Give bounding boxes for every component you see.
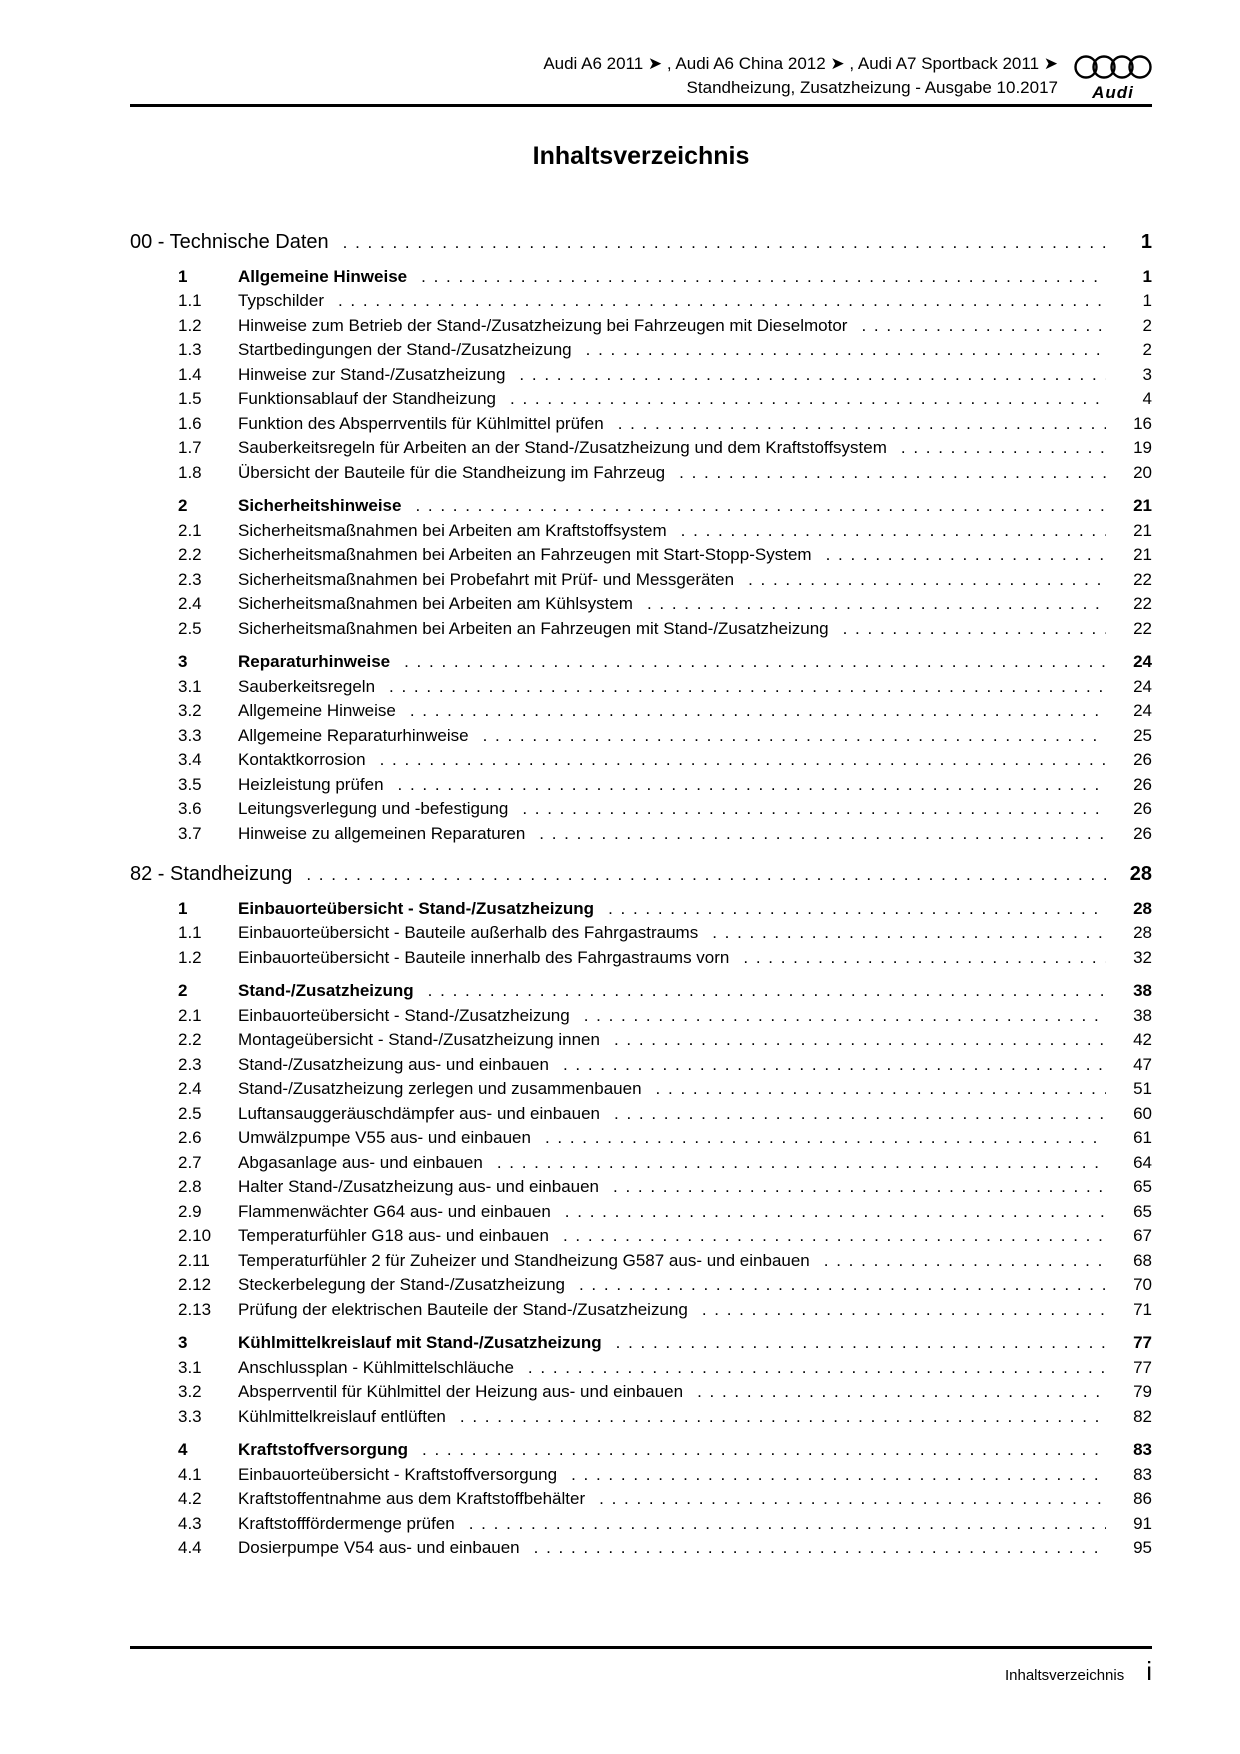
toc-entry-title: Allgemeine Hinweise <box>238 266 408 286</box>
toc-entry-page: 21 <box>1133 520 1152 540</box>
dot-leader <box>647 592 1106 617</box>
toc-entry-number: 3.2 <box>178 1382 202 1401</box>
toc-entry-page: 22 <box>1133 569 1152 589</box>
toc-entry-number: 3.5 <box>178 774 202 794</box>
page-title: Inhaltsverzeichnis <box>532 142 750 170</box>
dot-leader <box>404 650 1106 675</box>
toc-entry-page: 86 <box>1133 1489 1152 1508</box>
toc-entry-page: 83 <box>1133 1464 1152 1484</box>
toc-entry-number: 2 <box>178 981 188 1000</box>
toc-entry-title: Stand-/Zusatzheizung <box>238 981 414 1000</box>
dot-leader <box>679 461 1106 486</box>
toc-entry-title: Typschilder <box>238 291 324 310</box>
toc-entry-title: Sicherheitsmaßnahmen bei Arbeiten am Kraftstoffsystem <box>238 520 667 540</box>
toc-entry-row <box>130 1405 1152 1430</box>
toc-entry-row <box>130 1175 1152 1200</box>
toc-entry-number: 1.6 <box>178 413 202 433</box>
dot-leader <box>748 568 1106 593</box>
toc-entry-title: Dosierpumpe V54 aus- und einbauen <box>238 1538 520 1557</box>
dot-leader <box>586 338 1106 363</box>
toc-entry-title: Funktion des Absperrventils für Kühlmittel prüfen <box>238 413 604 433</box>
dot-leader <box>681 519 1106 544</box>
toc-entry-title: Sicherheitsmaßnahmen bei Arbeiten an Fahrzeugen mit Stand-/Zusatzheizung <box>238 618 829 638</box>
toc-entry-number: 3.1 <box>178 676 202 696</box>
toc-entry-row <box>130 1380 1152 1405</box>
toc-entry-page: 24 <box>1133 701 1152 720</box>
toc-entry-page: 60 <box>1133 1103 1152 1123</box>
toc-entry-title: Abgasanlage aus- und einbauen <box>238 1152 483 1172</box>
toc-entry-row <box>130 568 1152 593</box>
audi-logo <box>1074 54 1152 103</box>
audi-logo-text: Audi <box>1092 83 1134 102</box>
toc-entry-row <box>130 1298 1152 1323</box>
dot-leader <box>843 617 1106 642</box>
toc-chapter-label: 82 - Standheizung <box>130 863 293 885</box>
dot-leader <box>563 1053 1106 1078</box>
toc-entry-number: 2.10 <box>178 1226 212 1245</box>
dot-leader <box>697 1380 1106 1405</box>
dot-leader <box>522 797 1106 822</box>
toc-entry-page: 28 <box>1133 898 1152 918</box>
dot-leader <box>421 265 1106 290</box>
dot-leader <box>528 1356 1106 1381</box>
toc-entry-page: 47 <box>1133 1054 1152 1074</box>
dot-leader <box>614 1102 1106 1127</box>
toc-entry-row <box>130 617 1152 642</box>
toc-entry-number: 2.6 <box>178 1128 202 1147</box>
toc-entry-number: 1.1 <box>178 291 202 310</box>
toc-entry-page: 65 <box>1133 1201 1152 1221</box>
toc-entry-number: 2.4 <box>178 594 202 613</box>
toc-entry-page: 2 <box>1142 340 1152 359</box>
dot-leader <box>579 1273 1106 1298</box>
toc-entry-page: 26 <box>1133 774 1152 794</box>
dot-leader <box>565 1200 1106 1225</box>
toc-entry-title: Stand-/Zusatzheizung aus- und einbauen <box>238 1054 549 1074</box>
toc-entry-page: 1 <box>1142 291 1152 310</box>
toc-entry-page: 71 <box>1133 1299 1152 1319</box>
header-text <box>543 52 1058 100</box>
toc-entry-number: 2.12 <box>178 1275 212 1294</box>
toc-entry-row <box>130 461 1152 486</box>
dot-leader <box>614 1028 1106 1053</box>
toc-entry-row <box>130 1536 1152 1561</box>
dot-leader <box>743 946 1106 971</box>
toc-entry-row <box>130 289 1152 314</box>
toc-entry-number: 1.7 <box>178 438 202 457</box>
toc-entry-title: Hinweise zu allgemeinen Reparaturen <box>238 823 526 843</box>
toc-entry-page: 21 <box>1133 496 1152 515</box>
toc-entry-title: Montageübersicht - Stand-/Zusatzheizung innen <box>238 1030 600 1049</box>
toc-entry-title: Kraftstoffversorgung <box>238 1440 409 1459</box>
toc-entry-page: 61 <box>1133 1128 1152 1147</box>
toc-entry-page: 38 <box>1133 1005 1152 1025</box>
toc-entry-number: 1 <box>178 266 188 286</box>
dot-leader <box>519 363 1106 388</box>
toc-entry-title: Kontaktkorrosion <box>238 750 366 769</box>
dot-leader <box>824 1249 1106 1274</box>
header-models-line: Audi A6 2011 ➤ , Audi A6 China 2012 ➤ , Audi A7 Sportback 2011 ➤ <box>543 54 1058 73</box>
toc-entry-title: Kraftstofffördermenge prüfen <box>238 1513 455 1533</box>
toc-section-row <box>130 494 1152 519</box>
toc-entry-page: 21 <box>1133 545 1152 564</box>
toc-section-row <box>130 1438 1152 1463</box>
toc-entry-number: 3.4 <box>178 750 202 769</box>
toc-entry-number: 2.13 <box>178 1299 212 1319</box>
dot-leader <box>428 979 1106 1004</box>
toc-entry-title: Einbauorteübersicht - Bauteile außerhalb des Fahrgastraums <box>238 923 699 942</box>
toc-entry-row <box>130 436 1152 461</box>
toc-entry-number: 4 <box>178 1440 188 1459</box>
toc-entry-number: 1.4 <box>178 364 202 384</box>
toc-entry-row <box>130 1487 1152 1512</box>
toc-entry-title: Flammenwächter G64 aus- und einbauen <box>238 1201 551 1221</box>
table-of-contents <box>130 214 1152 1561</box>
dot-leader <box>563 1224 1106 1249</box>
toc-entry-number: 1.5 <box>178 389 202 408</box>
toc-entry-page: 22 <box>1133 618 1152 638</box>
toc-entry-number: 2.3 <box>178 569 202 589</box>
toc-entry-row <box>130 946 1152 971</box>
toc-entry-number: 1.2 <box>178 315 202 335</box>
toc-entry-page: 2 <box>1142 315 1152 335</box>
dot-leader <box>398 773 1106 798</box>
toc-entry-row <box>130 1273 1152 1298</box>
toc-entry-row <box>130 1028 1152 1053</box>
toc-entry-row <box>130 1004 1152 1029</box>
toc-entry-title: Einbauorteübersicht - Bauteile innerhalb des Fahrgastraums vorn <box>238 947 730 967</box>
toc-entry-title: Sicherheitsmaßnahmen bei Probefahrt mit Prüf- und Messgeräten <box>238 569 735 589</box>
toc-entry-number: 1.1 <box>178 923 202 942</box>
toc-entry-row <box>130 1356 1152 1381</box>
toc-entry-page: 26 <box>1133 750 1152 769</box>
dot-leader <box>613 1175 1106 1200</box>
toc-entry-number: 2.1 <box>178 1005 202 1025</box>
toc-section-row <box>130 1331 1152 1356</box>
toc-entry-title: Leitungsverlegung und -befestigung <box>238 799 509 818</box>
dot-leader <box>510 387 1106 412</box>
toc-entry-title: Allgemeine Hinweise <box>238 701 396 720</box>
toc-entry-number: 3.3 <box>178 725 202 745</box>
dot-leader <box>497 1151 1106 1176</box>
toc-entry-row <box>130 1151 1152 1176</box>
toc-entry-row <box>130 675 1152 700</box>
toc-section-row <box>130 265 1152 290</box>
toc-entry-page: 95 <box>1133 1538 1152 1557</box>
toc-entry-row <box>130 592 1152 617</box>
dot-leader <box>422 1438 1106 1463</box>
dot-leader <box>380 748 1106 773</box>
toc-entry-page: 19 <box>1133 438 1152 457</box>
dot-leader <box>826 543 1106 568</box>
toc-entry-title: Einbauorteübersicht - Kraftstoffversorgung <box>238 1464 558 1484</box>
audi-rings-icon <box>1074 54 1152 82</box>
toc-entry-title: Anschlussplan - Kühlmittelschläuche <box>238 1357 514 1377</box>
toc-entry-page: 25 <box>1133 725 1152 745</box>
toc-entry-row <box>130 543 1152 568</box>
toc-entry-page: 16 <box>1133 413 1152 433</box>
toc-entry-title: Einbauorteübersicht - Stand-/Zusatzheizung <box>238 1005 570 1025</box>
toc-entry-page: 64 <box>1133 1152 1152 1172</box>
toc-entry-page: 1 <box>1142 266 1152 286</box>
header-subtitle-line: Standheizung, Zusatzheizung - Ausgabe 10.2017 <box>686 78 1058 97</box>
toc-entry-row <box>130 363 1152 388</box>
toc-entry-title: Stand-/Zusatzheizung zerlegen und zusammenbauen <box>238 1079 642 1098</box>
toc-entry-title: Einbauorteübersicht - Stand-/Zusatzheizung <box>238 898 595 918</box>
toc-entry-page: 24 <box>1133 652 1152 671</box>
toc-entry-title: Sicherheitsmaßnahmen bei Arbeiten am Kühlsystem <box>238 594 633 613</box>
toc-entry-title: Kühlmittelkreislauf entlüften <box>238 1406 446 1426</box>
toc-entry-title: Absperrventil für Kühlmittel der Heizung aus- und einbauen <box>238 1382 684 1401</box>
toc-entry-page: 26 <box>1133 823 1152 843</box>
toc-entry-number: 2.5 <box>178 1103 202 1123</box>
toc-entry-number: 3.7 <box>178 823 202 843</box>
toc-entry-title: Allgemeine Reparaturhinweise <box>238 725 469 745</box>
toc-entry-page: 26 <box>1133 799 1152 818</box>
toc-entry-row <box>130 1126 1152 1151</box>
toc-entry-number: 3 <box>178 1333 188 1352</box>
toc-section-row <box>130 650 1152 675</box>
toc-entry-row <box>130 1249 1152 1274</box>
toc-entry-page: 20 <box>1133 462 1152 482</box>
toc-entry-page: 51 <box>1133 1079 1152 1098</box>
toc-entry-page: 4 <box>1142 389 1152 408</box>
footer-label: Inhaltsverzeichnis <box>1004 1667 1125 1684</box>
toc-entry-number: 3.3 <box>178 1406 202 1426</box>
toc-entry-number: 1.3 <box>178 340 202 359</box>
toc-entry-number: 3.2 <box>178 701 202 720</box>
dot-leader <box>901 436 1106 461</box>
toc-chapter-page: 28 <box>1129 863 1152 885</box>
toc-entry-title: Startbedingungen der Stand-/Zusatzheizung <box>238 340 572 359</box>
toc-entry-number: 3 <box>178 652 188 671</box>
dot-leader <box>584 1004 1106 1029</box>
toc-entry-row <box>130 921 1152 946</box>
toc-entry-row <box>130 1224 1152 1249</box>
toc-entry-title: Sicherheitshinweise <box>238 496 402 515</box>
toc-entry-number: 2.9 <box>178 1201 202 1221</box>
toc-entry-number: 2.2 <box>178 545 202 564</box>
toc-entry-number: 2.3 <box>178 1054 202 1074</box>
toc-entry-page: 28 <box>1133 923 1152 942</box>
toc-chapter-row <box>130 231 1152 256</box>
toc-entry-number: 4.3 <box>178 1513 202 1533</box>
toc-entry-page: 67 <box>1133 1226 1152 1245</box>
toc-entry-number: 2.2 <box>178 1030 202 1049</box>
toc-entry-row <box>130 338 1152 363</box>
toc-entry-number: 1.8 <box>178 462 202 482</box>
toc-entry-number: 4.1 <box>178 1464 202 1484</box>
toc-entry-row <box>130 1463 1152 1488</box>
toc-entry-page: 77 <box>1133 1357 1152 1377</box>
toc-entry-page: 24 <box>1133 676 1152 696</box>
toc-entry-title: Übersicht der Bauteile für die Standheizung im Fahrzeug <box>238 462 666 482</box>
toc-entry-number: 4.4 <box>178 1538 202 1557</box>
header-rule <box>130 104 1152 107</box>
toc-entry-page: 32 <box>1133 947 1152 967</box>
dot-leader <box>608 897 1106 922</box>
dot-leader <box>460 1405 1106 1430</box>
toc-entry-title: Umwälzpumpe V55 aus- und einbauen <box>238 1128 531 1147</box>
toc-entry-title: Steckerbelegung der Stand-/Zusatzheizung <box>238 1275 565 1294</box>
toc-entry-row <box>130 724 1152 749</box>
toc-entry-page: 68 <box>1133 1250 1152 1270</box>
footer-page-number: i <box>1146 1656 1152 1686</box>
toc-entry-title: Kraftstoffentnahme aus dem Kraftstoffbehälter <box>238 1489 586 1508</box>
dot-leader <box>483 724 1106 749</box>
toc-entry-number: 2.1 <box>178 520 202 540</box>
toc-entry-title: Prüfung der elektrischen Bauteile der Stand-/Zusatzheizung <box>238 1299 688 1319</box>
toc-entry-title: Luftansauggeräuschdämpfer aus- und einbauen <box>238 1103 600 1123</box>
toc-entry-title: Temperaturfühler 2 für Zuheizer und Standheizung G587 aus- und einbauen <box>238 1250 810 1270</box>
toc-entry-row <box>130 387 1152 412</box>
dot-leader <box>534 1536 1106 1561</box>
toc-entry-title: Kühlmittelkreislauf mit Stand-/Zusatzheizung <box>238 1333 602 1352</box>
toc-section-row <box>130 897 1152 922</box>
toc-entry-title: Sauberkeitsregeln <box>238 676 376 696</box>
toc-entry-title: Heizleistung prüfen <box>238 774 384 794</box>
dot-leader <box>539 822 1106 847</box>
toc-entry-page: 77 <box>1133 1333 1152 1352</box>
toc-entry-number: 2 <box>178 496 188 515</box>
dot-leader <box>469 1512 1106 1537</box>
toc-entry-title: Temperaturfühler G18 aus- und einbauen <box>238 1226 549 1245</box>
toc-entry-row <box>130 519 1152 544</box>
toc-entry-row <box>130 748 1152 773</box>
toc-entry-title: Reparaturhinweise <box>238 652 391 671</box>
toc-entry-row <box>130 1077 1152 1102</box>
page-footer <box>130 1658 1152 1684</box>
dot-leader <box>656 1077 1106 1102</box>
dot-leader <box>599 1487 1106 1512</box>
toc-entry-title: Sicherheitsmaßnahmen bei Arbeiten an Fahrzeugen mit Start-Stopp-System <box>238 545 812 564</box>
toc-entry-page: 83 <box>1133 1440 1152 1459</box>
toc-entry-row <box>130 1102 1152 1127</box>
toc-entry-row <box>130 1053 1152 1078</box>
dot-leader <box>618 412 1106 437</box>
page-header <box>130 52 1152 103</box>
toc-entry-number: 2.11 <box>178 1250 210 1270</box>
dot-leader <box>338 289 1106 314</box>
toc-entry-page: 22 <box>1133 594 1152 613</box>
toc-entry-row <box>130 412 1152 437</box>
toc-entry-number: 2.8 <box>178 1177 202 1196</box>
toc-entry-number: 1.2 <box>178 947 202 967</box>
toc-entry-row <box>130 699 1152 724</box>
toc-entry-page: 38 <box>1133 981 1152 1000</box>
toc-entry-row <box>130 314 1152 339</box>
dot-leader <box>343 231 1106 256</box>
toc-entry-row <box>130 1512 1152 1537</box>
toc-entry-page: 70 <box>1133 1275 1152 1294</box>
toc-entry-page: 42 <box>1133 1030 1152 1049</box>
toc-entry-page: 82 <box>1133 1406 1152 1426</box>
toc-section-row <box>130 979 1152 1004</box>
dot-leader <box>545 1126 1106 1151</box>
dot-leader <box>861 314 1106 339</box>
toc-chapter-page: 1 <box>1140 231 1152 253</box>
toc-entry-number: 2.4 <box>178 1079 202 1098</box>
toc-entry-number: 1 <box>178 898 188 918</box>
toc-entry-title: Sauberkeitsregeln für Arbeiten an der Stand-/Zusatzheizung und dem Kraftstoffsystem <box>238 438 887 457</box>
dot-leader <box>702 1298 1106 1323</box>
toc-chapter-row <box>130 863 1152 888</box>
toc-entry-page: 91 <box>1133 1513 1152 1533</box>
dot-leader <box>616 1331 1106 1356</box>
toc-entry-number: 3.6 <box>178 799 202 818</box>
dot-leader <box>389 675 1106 700</box>
toc-entry-row <box>130 797 1152 822</box>
toc-entry-number: 2.7 <box>178 1152 202 1172</box>
toc-entry-row <box>130 1200 1152 1225</box>
dot-leader <box>306 863 1106 888</box>
toc-entry-row <box>130 822 1152 847</box>
toc-entry-page: 65 <box>1133 1177 1152 1196</box>
dot-leader <box>712 921 1106 946</box>
toc-entry-row <box>130 773 1152 798</box>
toc-entry-title: Hinweise zum Betrieb der Stand-/Zusatzheizung bei Fahrzeugen mit Dieselmotor <box>238 315 848 335</box>
toc-entry-title: Hinweise zur Stand-/Zusatzheizung <box>238 364 506 384</box>
toc-entry-title: Halter Stand-/Zusatzheizung aus- und einbauen <box>238 1177 600 1196</box>
footer-rule <box>130 1646 1152 1649</box>
toc-entry-number: 3.1 <box>178 1357 202 1377</box>
dot-leader <box>571 1463 1106 1488</box>
toc-chapter-label: 00 - Technische Daten <box>130 231 329 253</box>
toc-entry-title: Funktionsablauf der Standheizung <box>238 389 497 408</box>
toc-entry-number: 4.2 <box>178 1489 202 1508</box>
dot-leader <box>410 699 1106 724</box>
dot-leader <box>415 494 1106 519</box>
toc-entry-number: 2.5 <box>178 618 202 638</box>
toc-entry-page: 3 <box>1142 364 1152 384</box>
toc-entry-page: 79 <box>1133 1382 1152 1401</box>
